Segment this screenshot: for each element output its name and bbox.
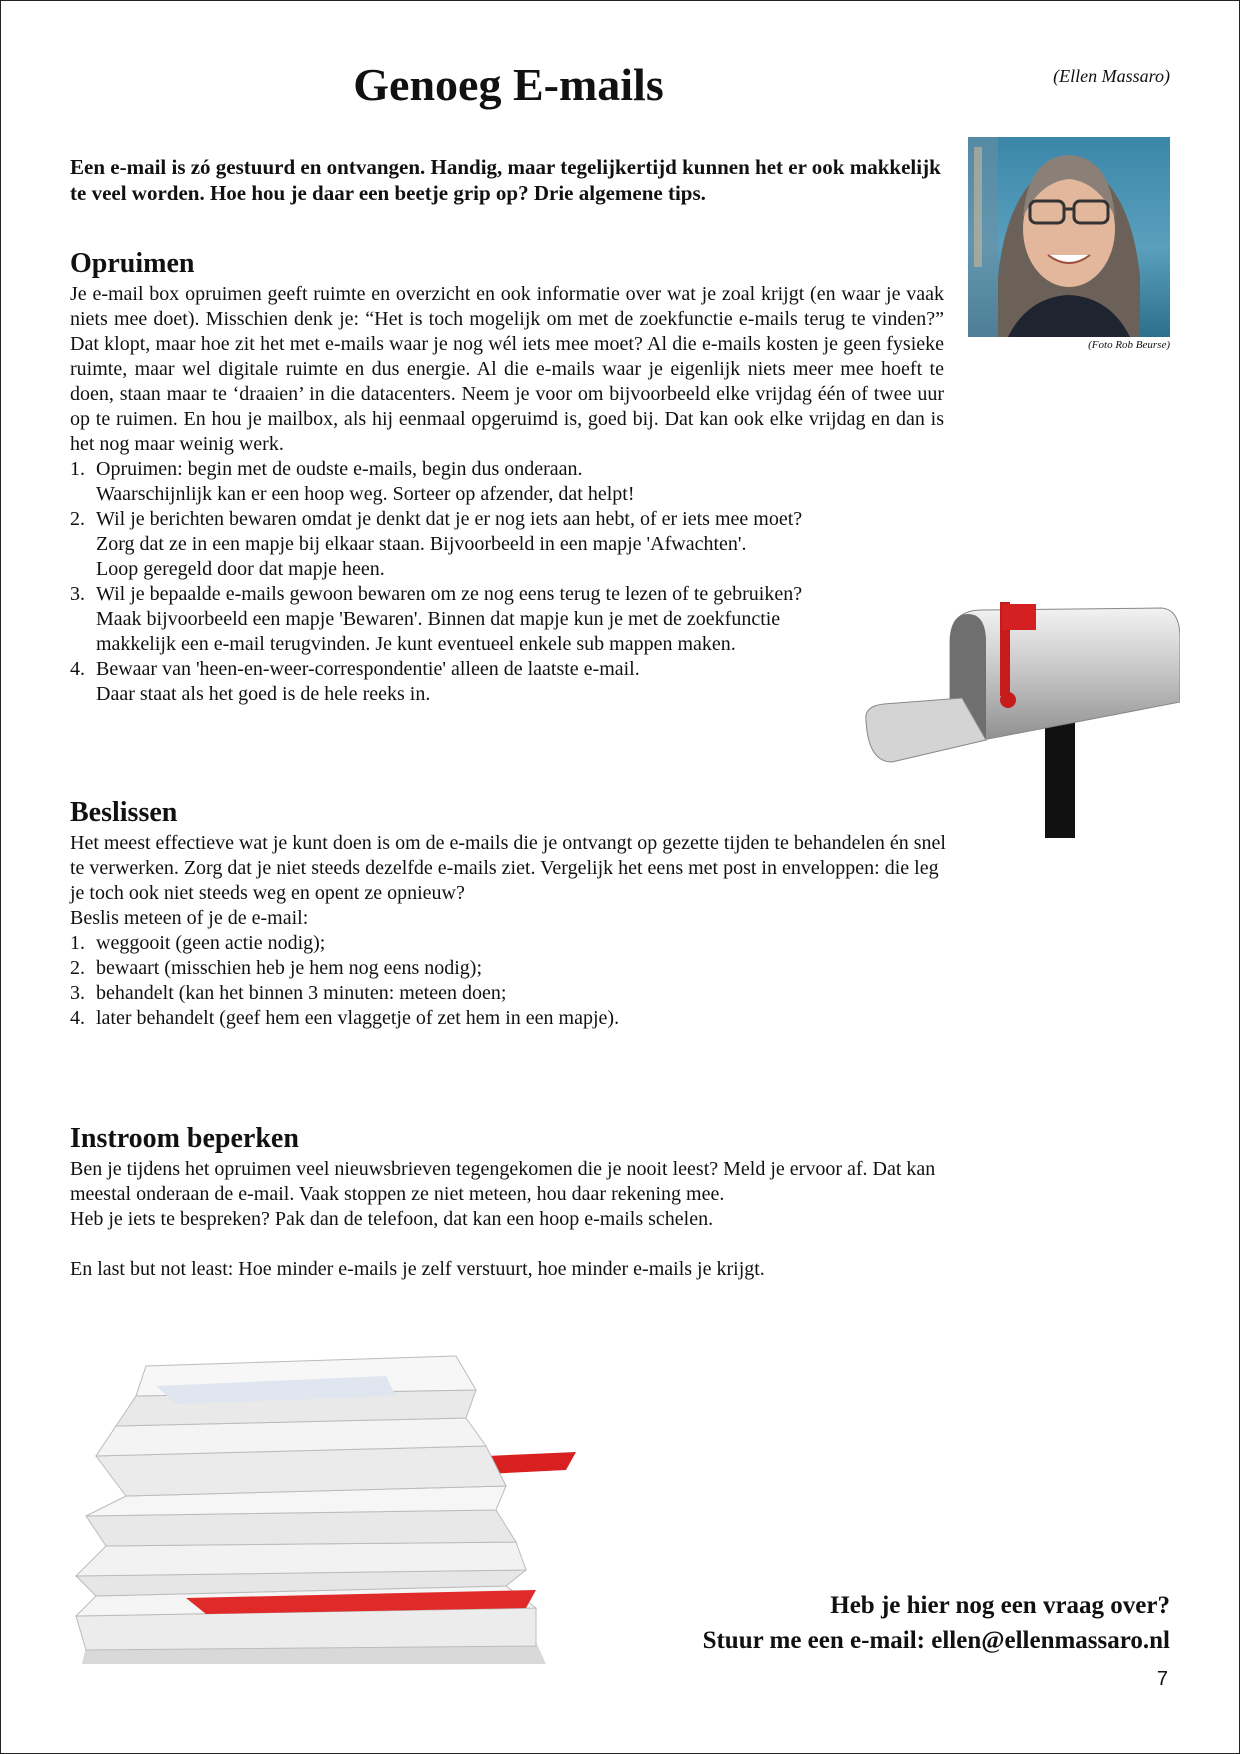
opruimen-paragraph: Je e-mail box opruimen geeft ruimte en overzicht en ook informatie over wat je zoal krijgt (en waar je vaak niets mee doet). Misschien denk je: “Het is toch mogelijk om met de zoekfunctie e-mails terug te vinden?” Dat klopt, maar hoe zit het met e-mails waar je nog wél iets mee moet? Al die e-mails kosten je geen fysieke ruimte, maar wel digitale ruimte en dus energie. Al die e-mails waar je eigenlijk niets meer mee hoeft te doen, staan maar te ‘draaien’ in die datacenters. Neem je voor om bijvoorbeeld elke vrijdag één of twee uur op te ruimen. En hou je mailbox, als hij eenmaal opgeruimd is, goed bij. Dat kan ook elke vrijdag en dan is het nog maar weinig werk. bbox=[70, 283, 944, 455]
contact-question: Heb je hier nog een vraag over? bbox=[830, 1592, 1170, 1619]
beslissen-lead: Beslis meteen of je de e-mail: bbox=[70, 907, 309, 929]
section-heading-beslissen: Beslissen bbox=[70, 797, 178, 828]
list-item: 1. weggooit (geen actie nodig); bbox=[70, 932, 326, 954]
list-item: 2. bewaart (misschien heb je hem nog eens nodig); bbox=[70, 957, 482, 979]
list-item: 2. Wil je berichten bewaren omdat je denkt dat je er nog iets aan hebt, of er iets mee moet? Zorg dat ze in een mapje bij elkaar staan. Bijvoorbeeld in een mapje 'Afwachten'. Loop geregeld door dat mapje heen. bbox=[70, 508, 803, 580]
mail-stack-illustration bbox=[66, 1346, 586, 1666]
section-heading-instroom-beperken: Instroom beperken bbox=[70, 1123, 299, 1154]
contact-email-line[interactable]: Stuur me een e-mail: ellen@ellenmassaro.nl bbox=[702, 1627, 1170, 1654]
section-heading-opruimen: Opruimen bbox=[70, 248, 195, 279]
instroom-paragraph: Ben je tijdens het opruimen veel nieuwsbrieven tegengekomen die je nooit leest? Meld je ervoor af. Dat kan meestal onderaan de e-mail. Vaak stoppen ze niet meteen, hou daar rekening mee. bbox=[70, 1158, 936, 1205]
opruimen-tips-list bbox=[70, 457, 950, 707]
beslissen-paragraph: Het meest effectieve wat je kunt doen is om de e-mails die je ontvangt op gezette tijden te behandelen én snel te verwerken. Zorg dat je niet steeds dezelfde e-mails ziet. Vergelijk het eens met post in enveloppen: die leg je toch ook niet steeds weg en opent ze opnieuw? bbox=[70, 832, 946, 904]
article-title: Genoeg E-mails bbox=[353, 59, 664, 110]
author-portrait-photo bbox=[968, 137, 1170, 337]
photo-caption: (Foto Rob Beurse) bbox=[1088, 339, 1170, 351]
article-author: (Ellen Massaro) bbox=[1053, 66, 1170, 86]
mailbox-illustration bbox=[862, 602, 1180, 838]
list-item: 4. Bewaar van 'heen-en-weer-correspondentie' alleen de laatste e-mail. Daar staat als het goed is de hele reeks in. bbox=[70, 658, 640, 705]
instroom-telephone-line: Heb je iets te bespreken? Pak dan de telefoon, dat kan een hoop e-mails schelen. bbox=[70, 1208, 714, 1230]
list-item: 3. Wil je bepaalde e-mails gewoon bewaren om ze nog eens terug te lezen of te gebruiken? Maak bijvoorbeeld een mapje 'Bewaren'. Binnen dat mapje kun je met de zoekfunctie makkelijk een e-mail terugvinden. Je kunt eventueel enkele sub mappen maken. bbox=[70, 583, 803, 655]
list-item: 1. Opruimen: begin met de oudste e-mails, begin dus onderaan. Waarschijnlijk kan er een hoop weg. Sorteer op afzender, dat helpt! bbox=[70, 458, 635, 505]
page-number: 7 bbox=[1156, 1668, 1168, 1690]
list-item: 4. later behandelt (geef hem een vlaggetje of zet hem in een mapje). bbox=[70, 1007, 620, 1029]
beslissen-options-list bbox=[70, 931, 950, 1031]
article-intro: Een e-mail is zó gestuurd en ontvangen. Handig, maar tegelijkertijd kunnen het er ook makkelijk te veel worden. Hoe hou je daar een beetje grip op? Drie algemene tips. bbox=[70, 155, 941, 205]
instroom-closing-line: En last but not least: Hoe minder e-mails je zelf verstuurt, hoe minder e-mails je krijgt. bbox=[70, 1258, 765, 1280]
list-item: 3. behandelt (kan het binnen 3 minuten: meteen doen; bbox=[70, 982, 507, 1004]
